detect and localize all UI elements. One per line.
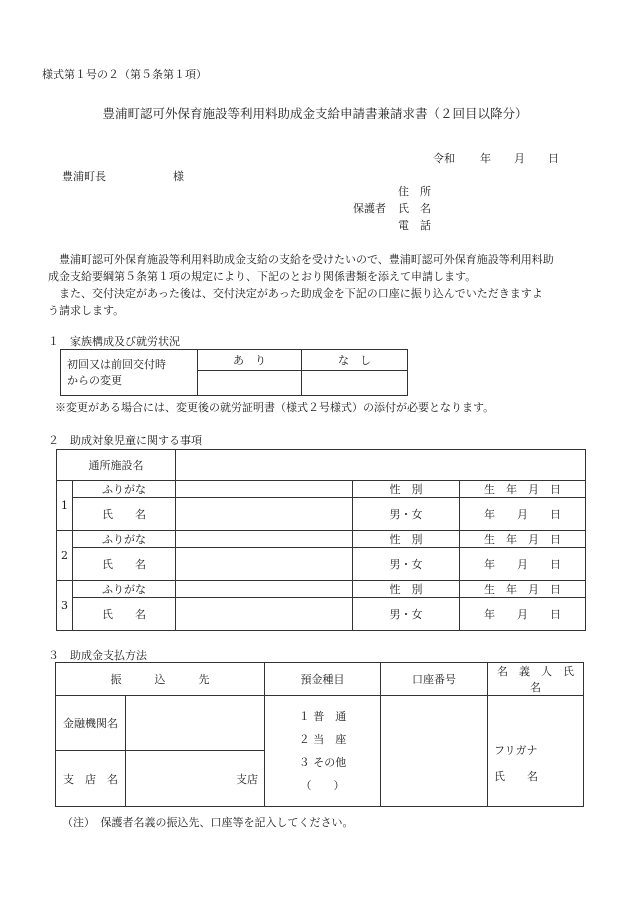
change-label-line1: 初回又は前回交付時 [67,357,166,371]
child-number: 1 [57,481,73,531]
branch-suffix: 支店 [236,772,258,786]
account-type-other-paren[interactable]: （ ） [300,779,345,792]
col-yes-header: あ り [198,350,302,371]
furigana-label: ふりがな [73,531,176,548]
name-input[interactable] [176,498,353,531]
body-line-2: 成金支給要綱第５条第１項の規定により、下記のとおり関係書類を添えて申請します。 [48,270,477,283]
section1-note: ※変更がある場合には、変更後の就労証明書（様式２号様式）の添付が必要となります。 [55,401,495,414]
bank-name-input[interactable] [126,696,265,751]
section3-note: （注） 保護者名義の振込先、口座等を記入してください。 [62,816,354,829]
child-number: 3 [57,581,73,631]
payment-table [55,662,584,807]
birth-label: 生 年 月 日 [460,481,586,498]
furigana-input[interactable] [176,581,353,598]
birth-date-input[interactable]: 年 月 日 [460,598,586,631]
date-day: 日 [548,152,559,165]
account-type-ordinary[interactable]: １ 普 通 [298,710,347,723]
no-checkbox-cell[interactable] [302,371,408,396]
col-no-header: な し [302,350,408,371]
birth-label: 生 年 月 日 [460,581,586,598]
body-line-3: また、交付決定があった後は、交付決定があった助成金を下記の口座に振り込んでいただきますよ [59,287,543,300]
sex-label: 性 別 [353,581,460,598]
holder-cell[interactable] [488,696,584,807]
holder-name-label: 氏 名 [494,770,538,783]
sex-options[interactable]: 男・女 [353,598,460,631]
addressee-honorific: 様 [173,170,184,183]
family-status-table [60,349,408,396]
branch-name-input[interactable] [126,751,265,807]
document-title: 豊浦町認可外保育施設等利用料助成金支給申請書兼請求書（２回目以降分） [102,106,528,121]
date-month: 月 [514,152,525,165]
guardian-phone-label: 電 話 [398,219,431,232]
sex-label: 性 別 [353,481,460,498]
bank-name-label: 金融機関名 [56,696,126,751]
addressee-name: 豊浦町長 [62,170,106,183]
birth-date-input[interactable]: 年 月 日 [460,548,586,581]
account-number-input[interactable] [381,696,488,807]
holder-name-header: 名 義 人 氏 名 [488,663,584,696]
date-era: 令和 [433,152,455,165]
facility-input[interactable] [176,450,586,481]
name-label: 氏 名 [73,598,176,631]
guardian-name-label: 氏 名 [398,202,431,215]
section2-heading: ２ 助成対象児童に関する事項 [48,434,202,447]
birth-date-input[interactable]: 年 月 日 [460,498,586,531]
furigana-input[interactable] [176,531,353,548]
account-type-current[interactable]: ２ 当 座 [298,733,347,746]
account-type-options[interactable] [265,696,381,807]
date-year: 年 [480,152,491,165]
guardian-address-label: 住 所 [398,185,431,198]
facility-label: 通所施設名 [57,450,176,481]
body-line-1: 豊浦町認可外保育施設等利用料助成金支給の支給を受けたいので、豊浦町認可外保育施設等利用料助 [59,253,554,266]
sex-options[interactable]: 男・女 [353,548,460,581]
children-table [56,449,586,631]
child-number: 2 [57,531,73,581]
account-number-header: 口座番号 [381,663,488,696]
section3-heading: ３ 助成金支払方法 [48,649,147,662]
guardian-label: 保護者 [353,202,386,215]
holder-furigana-label: フリガナ [494,744,538,757]
account-type-other[interactable]: ３ その他 [298,756,347,769]
yes-checkbox-cell[interactable] [198,371,302,396]
name-label: 氏 名 [73,548,176,581]
branch-name-label: 支 店 名 [56,751,126,807]
change-label-line2: からの変更 [67,373,122,387]
name-input[interactable] [176,598,353,631]
body-line-4: う請求します。 [48,304,125,317]
furigana-input[interactable] [176,481,353,498]
change-label-cell [61,350,198,396]
section1-heading: １ 家族構成及び就労状況 [48,335,180,348]
account-type-header: 預金種目 [265,663,381,696]
form-code: 様式第１号の２（第５条第１項） [42,68,207,81]
birth-label: 生 年 月 日 [460,531,586,548]
sex-options[interactable]: 男・女 [353,498,460,531]
furigana-label: ふりがな [73,481,176,498]
furigana-label: ふりがな [73,581,176,598]
sex-label: 性 別 [353,531,460,548]
name-input[interactable] [176,548,353,581]
payee-header: 振 込 先 [56,663,265,696]
name-label: 氏 名 [73,498,176,531]
